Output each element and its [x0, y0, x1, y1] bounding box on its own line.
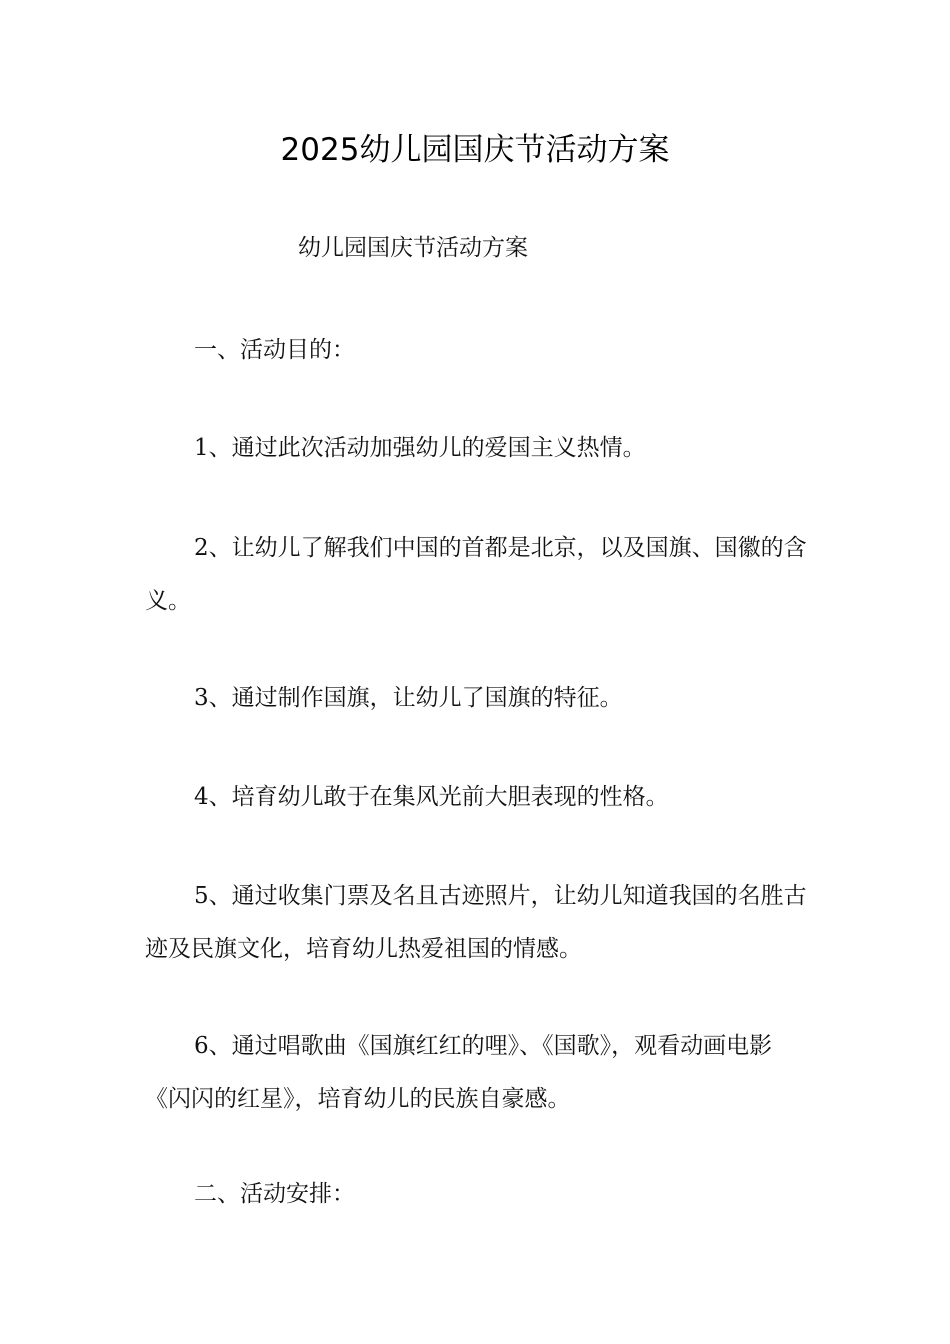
- paragraph-item-6: 6、通过唱歌曲《国旗红红的哩》、《国歌》，观看动画电影《闪闪的红星》，培育幼儿的民族自豪感。: [145, 1033, 773, 1112]
- paragraph-item-3: 3、通过制作国旗，让幼儿了国旗的特征。: [194, 685, 623, 711]
- section-heading-purpose: 一、活动目的：: [194, 337, 355, 363]
- paragraph-item-2: 2、让幼儿了解我们中国的首都是北京，以及国旗、国徽的含义。: [145, 535, 807, 614]
- document-subtitle: 幼儿园国庆节活动方案: [298, 235, 528, 261]
- paragraph-item-4: 4、培育幼儿敢于在集风光前大胆表现的性格。: [194, 784, 669, 810]
- paragraph-item-5: 5、通过收集门票及名且古迹照片，让幼儿知道我国的名胜古迹及民旗文化，培育幼儿热爱祖国的情感。: [145, 883, 807, 962]
- paragraph-item-1: 1、通过此次活动加强幼儿的爱国主义热情。: [194, 435, 646, 461]
- document-title: 2025幼儿园国庆节活动方案: [280, 132, 670, 168]
- section-heading-arrangement: 二、活动安排：: [194, 1181, 355, 1207]
